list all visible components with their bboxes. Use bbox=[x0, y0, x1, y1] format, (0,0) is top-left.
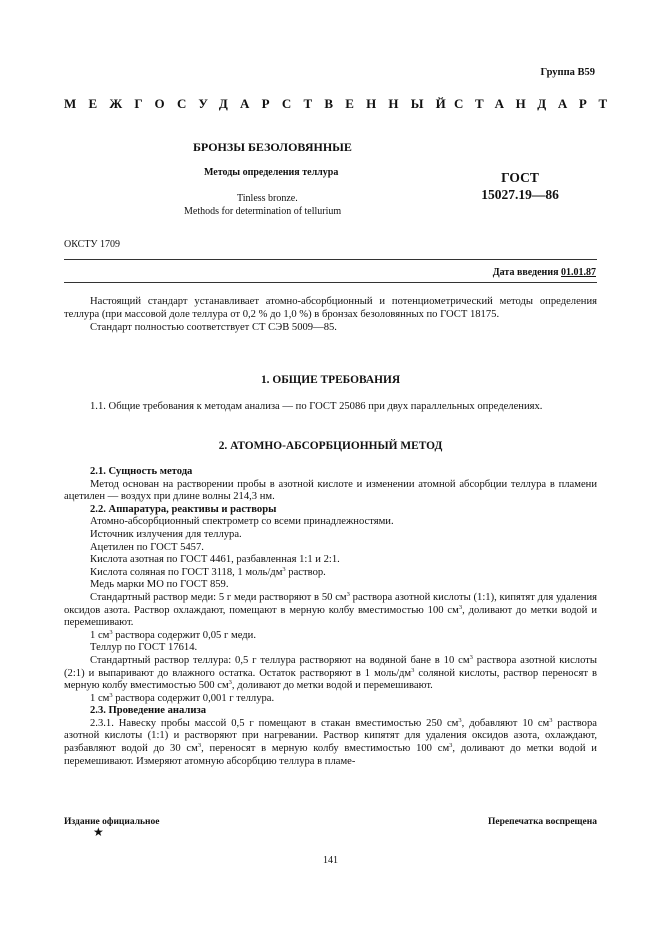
okstu-code: ОКСТУ 1709 bbox=[64, 239, 121, 250]
intro-date-label: Дата введения bbox=[492, 267, 559, 278]
intro-date bbox=[493, 267, 596, 278]
divider bbox=[64, 259, 597, 260]
copy-standard-solution: Стандартный раствор меди: 5 г меди растворяют в 50 $см^3$ раствора азотной кислоты (1:1), кипятят для удаления оксидов азота. Раствор охлаждают, помещают в мерную колбу вместимостью 100 $см^3$, доливают до метки водой и перемешивают. bbox=[64, 590, 597, 629]
section-2-heading: 2. АТОМНО-АБСОРБЦИОННЫЙ МЕТОД bbox=[218, 440, 443, 452]
page-number: 141 bbox=[323, 855, 338, 866]
tellurium-concentration: 1 $см^3$ раствора содержит 0,001 г теллура. bbox=[90, 691, 275, 704]
intro-paragraph: Настоящий стандарт устанавливает атомно-абсорбционный и потенциометрический методы определения теллура (при массовой доле теллура от 0,2 % до 1,0 %) в бронзах безоловянных по ГОСТ 18175. bbox=[64, 296, 597, 320]
group-code: Группа В59 bbox=[540, 67, 595, 78]
standard-type-left: МЕЖГОСУДАРСТВЕННЫЙ bbox=[64, 96, 458, 111]
section-1-text bbox=[64, 401, 597, 414]
tellurium-standard-solution: Стандартный раствор теллура: 0,5 г теллура растворяют на водяной бане в 10 $см^3$ раствора азотной кислоты (2:1) и выпаривают до влажного остатка. Остаток растворяют в 1 моль/$дм^3$ соляной кислоты, раствор переносят в мерную колбу вместимостью 500 $см^3$, доливают до метки водой и перемешивают. bbox=[64, 653, 597, 692]
equipment-item: Кислота соляная по ГОСТ 3118, 1 моль/$дм^3$ раствор. bbox=[90, 565, 326, 578]
equipment-item: Источник излучения для теллура. bbox=[90, 528, 242, 540]
footer-reprint-prohibited: Перепечатка воспрещена bbox=[487, 817, 597, 827]
paragraph-1-1: 1.1. Общие требования к методам анализа — по ГОСТ 25086 при двух параллельных определениях. bbox=[90, 401, 543, 412]
intro-paragraph: Стандарт полностью соответствует СТ СЭВ 5009—85. bbox=[90, 322, 337, 334]
document-title: БРОНЗЫ БЕЗОЛОВЯННЫЕ bbox=[193, 140, 352, 154]
copy-concentration: 1 $см^3$ раствора содержит 0,05 г меди. bbox=[90, 628, 256, 641]
gost-label: ГОСТ bbox=[501, 170, 539, 185]
footer-official-edition: Издание официальное bbox=[64, 817, 160, 827]
gost-code: 15027.19—86 bbox=[481, 187, 559, 202]
equipment-item: Кислота азотная по ГОСТ 4461, разбавленная 1:1 и 2:1. bbox=[90, 554, 340, 566]
equipment-item: Медь марки МО по ГОСТ 859. bbox=[90, 579, 229, 591]
subsection-2-1-text: Метод основан на растворении пробы в азотной кислоте и изменении атомной абсорбции теллура в пламени ацетилен — воздух при длине волны 214,3 нм. bbox=[64, 478, 597, 503]
paragraph-2-3-1: 2.3.1. Навеску пробы массой 0,5 г помещают в стакан вместимостью 250 $см^3$, добавляют 10 $см^3$ раствора азотной кислоты (1:1) и растворяют при нагревании. Раствор кипятят для удаления оксидов азота, охлаждают, разбавляют водой до 30 $см^3$, переносят в мерную колбу вместимостью 100 $см^3$, доливают до метки водой и перемешивают. Измеряют атомную абсорбцию теллура в пламе- bbox=[64, 716, 597, 767]
equipment-item: Ацетилен по ГОСТ 5457. bbox=[90, 541, 204, 553]
gost-number bbox=[481, 169, 559, 203]
intro-date-value: 01.01.87 bbox=[561, 267, 596, 278]
section-2-body bbox=[64, 466, 597, 768]
subsection-2-2-title: 2.2. Аппаратура, реактивы и растворы bbox=[90, 503, 277, 515]
star-icon: ★ bbox=[93, 825, 104, 839]
tellurium-gost: Теллур по ГОСТ 17614. bbox=[90, 642, 198, 654]
equipment-item: Атомно-абсорбционный спектрометр со всеми принадлежностями. bbox=[90, 516, 394, 528]
section-1-heading: 1. ОБЩИЕ ТРЕБОВАНИЯ bbox=[260, 374, 401, 386]
subsection-2-1-title: 2.1. Сущность метода bbox=[90, 466, 193, 477]
intro-section bbox=[64, 296, 597, 335]
document-subtitle: Методы определения теллура bbox=[204, 167, 339, 178]
divider bbox=[64, 282, 597, 283]
subsection-2-3-title: 2.3. Проведение анализа bbox=[90, 705, 206, 717]
standard-type-right: СТАНДАРТ bbox=[454, 96, 619, 111]
english-title-line1: Tinless bronze. bbox=[237, 193, 298, 204]
english-title-line2: Methods for determination of tellurium bbox=[184, 206, 342, 217]
